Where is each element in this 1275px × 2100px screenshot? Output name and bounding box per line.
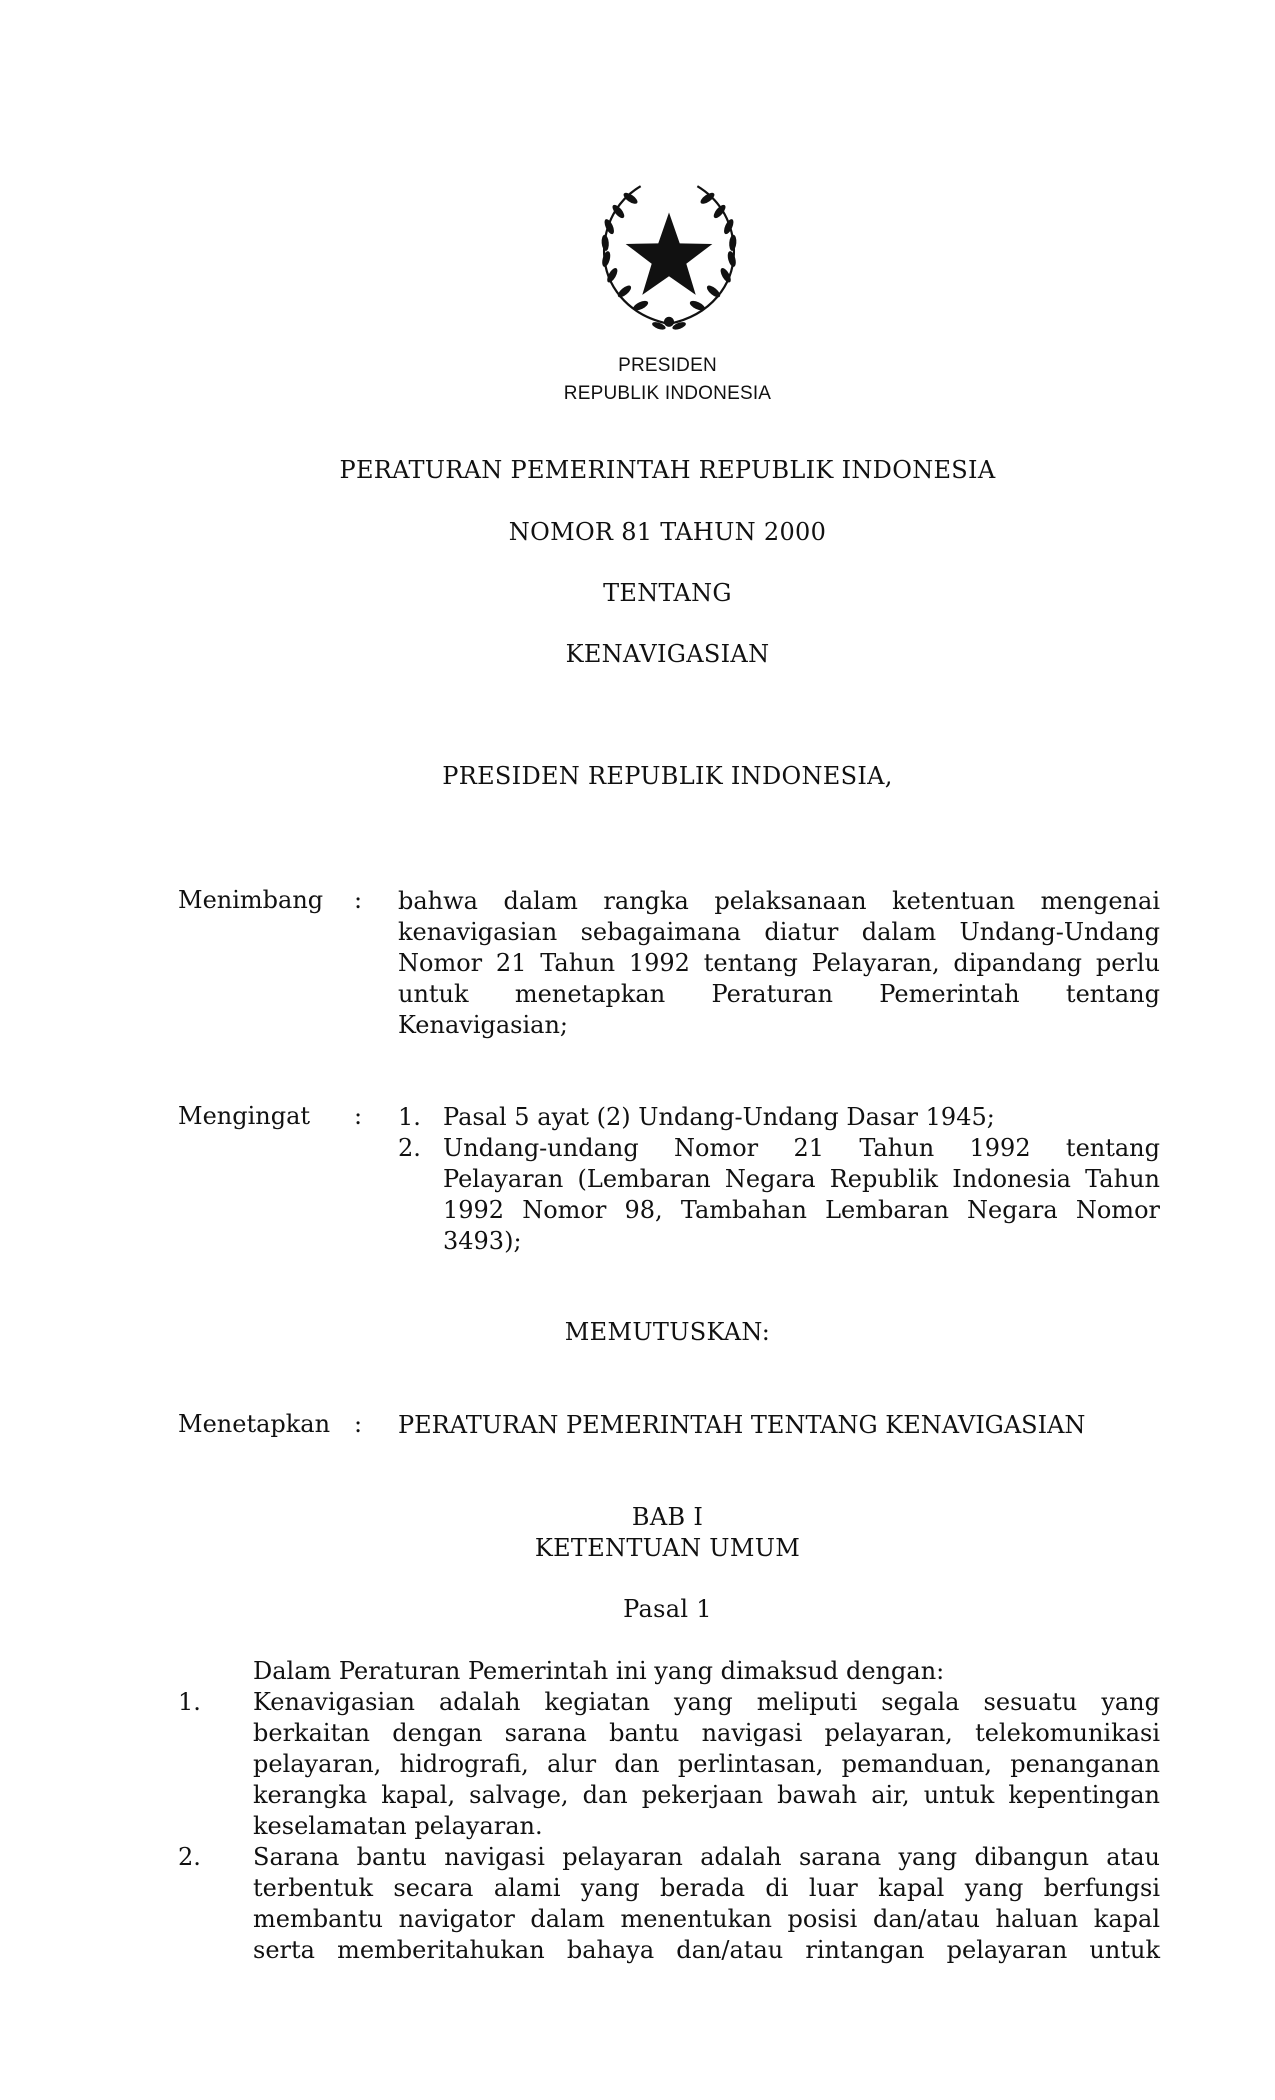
- mengingat-item-1: [443, 1102, 1160, 1133]
- authority-line: PRESIDEN REPUBLIK INDONESIA,: [442, 762, 893, 790]
- regulation-number: NOMOR 81 TAHUN 2000: [508, 518, 827, 546]
- mengingat-line: Pasal 5 ayat (2) Undang-Undang Dasar 1945;: [443, 1103, 995, 1131]
- pasal-line: membantu navigator dalam menentukan posisi dan/atau haluan kapal: [253, 1905, 1160, 1933]
- header-republik-indonesia: REPUBLIK INDONESIA: [563, 383, 772, 404]
- menetapkan-text: PERATURAN PEMERINTAH TENTANG KENAVIGASIAN: [398, 1411, 1086, 1439]
- mengingat-item-2: [443, 1133, 1160, 1257]
- pasal-line: keselamatan pelayaran.: [253, 1812, 543, 1840]
- menimbang-line: Nomor 21 Tahun 1992 tentang Pelayaran, dipandang perlu: [398, 949, 1160, 977]
- pasal-line: kerangka kapal, salvage, dan pekerjaan bawah air, untuk kepentingan: [253, 1781, 1160, 1809]
- mengingat-line: Pelayaran (Lembaran Negara Republik Indonesia Tahun: [443, 1165, 1160, 1193]
- bab-number: BAB I: [631, 1503, 704, 1531]
- pasal-line: Kenavigasian adalah kegiatan yang meliputi segala sesuatu yang: [253, 1688, 1160, 1716]
- menimbang-colon: :: [354, 886, 363, 914]
- presidential-emblem-icon: [588, 174, 750, 336]
- regulation-subject: KENAVIGASIAN: [565, 640, 770, 668]
- menimbang-label: Menimbang: [178, 886, 324, 914]
- menetapkan-label: Menetapkan: [178, 1410, 331, 1438]
- memutuskan-heading: MEMUTUSKAN:: [564, 1318, 771, 1346]
- pasal-line: berkaitan dengan sarana bantu navigasi pelayaran, telekomunikasi: [253, 1719, 1160, 1747]
- pasal-title: Pasal 1: [623, 1595, 712, 1623]
- regulation-about: TENTANG: [603, 579, 732, 607]
- menimbang-line: Kenavigasian;: [398, 1011, 569, 1039]
- menimbang-line: bahwa dalam rangka pelaksanaan ketentuan mengenai: [398, 887, 1160, 915]
- pasal-line: pelayaran, hidrografi, alur dan perlintasan, pemanduan, penanganan: [253, 1750, 1160, 1778]
- mengingat-line: Undang-undang Nomor 21 Tahun 1992 tentang: [443, 1134, 1160, 1162]
- mengingat-item-number: 2.: [398, 1134, 421, 1162]
- menetapkan-colon: :: [354, 1410, 363, 1438]
- pasal-line: serta memberitahukan bahaya dan/atau rintangan pelayaran untuk: [253, 1936, 1160, 1964]
- pasal-item-2: [253, 1842, 1160, 1966]
- mengingat-line: 1992 Nomor 98, Tambahan Lembaran Negara Nomor: [443, 1196, 1160, 1224]
- bab-title: KETENTUAN UMUM: [534, 1534, 801, 1562]
- mengingat-label: Mengingat: [178, 1102, 311, 1130]
- mengingat-item-number: 1.: [398, 1103, 421, 1131]
- mengingat-colon: :: [354, 1102, 363, 1130]
- pasal-line: Sarana bantu navigasi pelayaran adalah sarana yang dibangun atau: [253, 1843, 1160, 1871]
- mengingat-line: 3493);: [443, 1227, 522, 1255]
- pasal-line: terbentuk secara alami yang berada di luar kapal yang berfungsi: [253, 1874, 1160, 1902]
- header-presiden: PRESIDEN: [618, 355, 717, 376]
- pasal-item-number: 2.: [178, 1843, 201, 1871]
- pasal-item-1: [253, 1687, 1160, 1842]
- menimbang-line: untuk menetapkan Peraturan Pemerintah tentang: [398, 980, 1160, 1008]
- pasal-intro: Dalam Peraturan Pemerintah ini yang dimaksud dengan:: [253, 1657, 945, 1685]
- menimbang-text: [398, 886, 1160, 1041]
- menimbang-line: kenavigasian sebagaimana diatur dalam Undang-Undang: [398, 918, 1160, 946]
- regulation-title: PERATURAN PEMERINTAH REPUBLIK INDONESIA: [339, 456, 996, 484]
- pasal-item-number: 1.: [178, 1688, 201, 1716]
